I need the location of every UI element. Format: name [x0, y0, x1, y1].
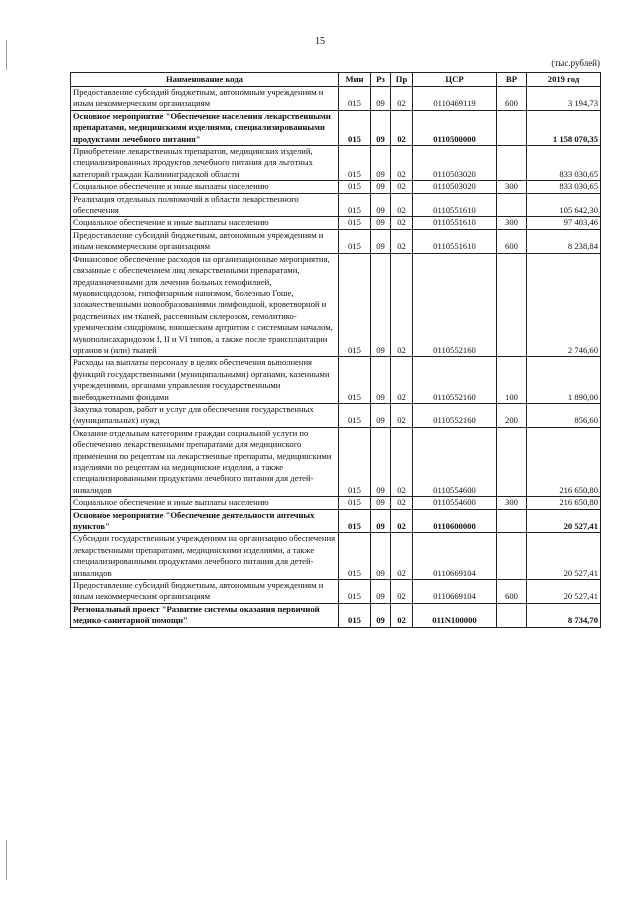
cell-rz: 09: [371, 603, 391, 627]
table-row: [71, 403, 601, 427]
cell-sum: 20 527,41: [527, 533, 601, 580]
cell-name: Предоставление субсидий бюджетным, автономным учреждениям и иным некоммерческим организациям: [71, 580, 339, 604]
cell-csr: 0110469119: [413, 87, 497, 111]
cell-sum: 2 746,60: [527, 253, 601, 357]
page-number: 15: [315, 36, 325, 47]
cell-csr: 011N100000: [413, 603, 497, 627]
cell-csr: 0110552160: [413, 357, 497, 404]
cell-rz: 09: [371, 193, 391, 217]
header-rz: Рз: [371, 73, 391, 87]
cell-pr: 02: [391, 146, 413, 181]
header-vr: ВР: [497, 73, 527, 87]
cell-name: Оказание отдельным категориям граждан социальной услуги по обеспечению лекарственными препаратами для медицинского применения по рецептам на лекарственные препараты, медицинскими изделиями по рецептам на медицинские изделия, а также специализированными продуктами лечебного питания для детей-инвалидов: [71, 427, 339, 496]
cell-pr: 02: [391, 403, 413, 427]
cell-sum: 833 030,65: [527, 146, 601, 181]
cell-name: Закупка товаров, работ и услуг для обеспечения государственных (муниципальных) нужд: [71, 403, 339, 427]
cell-pr: 02: [391, 603, 413, 627]
cell-pr: 02: [391, 427, 413, 496]
cell-name: Основное мероприятие "Обеспечение населения лекарственными препаратами, медицинскими изделиями, специализированными продуктами лечебного питания": [71, 110, 339, 145]
cell-sum: 20 527,41: [527, 580, 601, 604]
cell-csr: 0110503020: [413, 146, 497, 181]
cell-rz: 09: [371, 509, 391, 533]
cell-vr: 100: [497, 357, 527, 404]
cell-vr: 300: [497, 497, 527, 509]
cell-vr: [497, 603, 527, 627]
header-name: Наименование кода: [71, 73, 339, 87]
header-min: Мин: [339, 73, 371, 87]
table-row: [71, 229, 601, 253]
cell-rz: 09: [371, 110, 391, 145]
cell-sum: 20 527,41: [527, 509, 601, 533]
cell-rz: 09: [371, 181, 391, 193]
cell-sum: 1 158 070,35: [527, 110, 601, 145]
table-row: [71, 146, 601, 181]
cell-sum: 1 890,00: [527, 357, 601, 404]
cell-pr: 02: [391, 533, 413, 580]
cell-sum: 856,60: [527, 403, 601, 427]
cell-name: Реализация отдельных полномочий в области лекарственного обеспечения: [71, 193, 339, 217]
cell-rz: 09: [371, 533, 391, 580]
table-row: [71, 253, 601, 357]
header-csr: ЦСР: [413, 73, 497, 87]
cell-rz: 09: [371, 253, 391, 357]
cell-vr: [497, 146, 527, 181]
cell-sum: 216 650,80: [527, 497, 601, 509]
cell-min: 015: [339, 533, 371, 580]
cell-csr: 0110600000: [413, 509, 497, 533]
cell-min: 015: [339, 497, 371, 509]
cell-vr: [497, 533, 527, 580]
cell-csr: 0110551610: [413, 193, 497, 217]
table-row: [71, 580, 601, 604]
cell-min: 015: [339, 146, 371, 181]
cell-csr: 0110552160: [413, 403, 497, 427]
cell-name: Субсидии государственным учреждениям на организацию обеспечения лекарственными препаратами, медицинскими изделиями, а также специализированными продуктами лечебного питания для детей-инвалидов: [71, 533, 339, 580]
cell-pr: 02: [391, 509, 413, 533]
header-pr: Пр: [391, 73, 413, 87]
cell-vr: 300: [497, 181, 527, 193]
table-row: [71, 603, 601, 627]
cell-rz: 09: [371, 357, 391, 404]
cell-rz: 09: [371, 403, 391, 427]
cell-vr: 200: [497, 403, 527, 427]
cell-pr: 02: [391, 580, 413, 604]
table-row: [71, 217, 601, 229]
cell-sum: 833 030,65: [527, 181, 601, 193]
cell-name: Основное мероприятие "Обеспечение деятельности аптечных пунктов": [71, 509, 339, 533]
cell-rz: 09: [371, 217, 391, 229]
cell-min: 015: [339, 427, 371, 496]
table-row: [71, 357, 601, 404]
cell-pr: 02: [391, 87, 413, 111]
cell-rz: 09: [371, 146, 391, 181]
cell-name: Социальное обеспечение и иные выплаты населению: [71, 497, 339, 509]
units-label: (тыс.рублей): [551, 58, 600, 68]
cell-sum: 216 650,80: [527, 427, 601, 496]
cell-name: Социальное обеспечение и иные выплаты населению: [71, 181, 339, 193]
cell-csr: 0110554600: [413, 427, 497, 496]
cell-csr: 0110503020: [413, 181, 497, 193]
cell-csr: 0110551610: [413, 229, 497, 253]
cell-name: Социальное обеспечение и иные выплаты населению: [71, 217, 339, 229]
cell-min: 015: [339, 193, 371, 217]
cell-min: 015: [339, 217, 371, 229]
cell-pr: 02: [391, 193, 413, 217]
cell-min: 015: [339, 403, 371, 427]
cell-min: 015: [339, 580, 371, 604]
cell-name: Предоставление субсидий бюджетным, автономным учреждениям и иным некоммерческим организациям: [71, 229, 339, 253]
table-body: [71, 87, 601, 628]
cell-min: 015: [339, 509, 371, 533]
cell-pr: 02: [391, 217, 413, 229]
cell-pr: 02: [391, 497, 413, 509]
cell-vr: [497, 110, 527, 145]
cell-min: 015: [339, 603, 371, 627]
cell-min: 015: [339, 181, 371, 193]
table-header-row: [71, 73, 601, 87]
cell-vr: 300: [497, 217, 527, 229]
budget-table: [70, 72, 601, 628]
cell-vr: 600: [497, 229, 527, 253]
cell-min: 015: [339, 229, 371, 253]
cell-csr: 0110669104: [413, 580, 497, 604]
table-row: [71, 497, 601, 509]
cell-rz: 09: [371, 229, 391, 253]
cell-min: 015: [339, 253, 371, 357]
cell-pr: 02: [391, 229, 413, 253]
cell-name: Приобретение лекарственных препаратов, медицинских изделий, специализированных продуктов лечебного питания для льготных категорий граждан Калининградской области: [71, 146, 339, 181]
cell-name: Предоставление субсидий бюджетным, автономным учреждениям и иным некоммерческим организациям: [71, 87, 339, 111]
cell-vr: 600: [497, 580, 527, 604]
table-row: [71, 87, 601, 111]
table-row: [71, 509, 601, 533]
cell-vr: [497, 193, 527, 217]
table-row: [71, 533, 601, 580]
cell-sum: 3 194,73: [527, 87, 601, 111]
cell-vr: 600: [497, 87, 527, 111]
cell-vr: [497, 253, 527, 357]
cell-min: 015: [339, 87, 371, 111]
cell-rz: 09: [371, 497, 391, 509]
cell-csr: 0110552160: [413, 253, 497, 357]
cell-vr: [497, 427, 527, 496]
cell-min: 015: [339, 357, 371, 404]
margin-mark-bottom: [6, 840, 7, 880]
cell-pr: 02: [391, 181, 413, 193]
cell-rz: 09: [371, 427, 391, 496]
table-row: [71, 193, 601, 217]
cell-sum: 105 642,30: [527, 193, 601, 217]
cell-rz: 09: [371, 580, 391, 604]
cell-csr: 0110500000: [413, 110, 497, 145]
cell-pr: 02: [391, 357, 413, 404]
table-row: [71, 110, 601, 145]
table-row: [71, 427, 601, 496]
cell-csr: 0110554600: [413, 497, 497, 509]
cell-name: Региональный проект "Развитие системы оказания первичной медико-санитарной помощи": [71, 603, 339, 627]
cell-pr: 02: [391, 110, 413, 145]
cell-pr: 02: [391, 253, 413, 357]
table-row: [71, 181, 601, 193]
cell-csr: 0110669104: [413, 533, 497, 580]
cell-name: Финансовое обеспечение расходов на организационные мероприятия, связанные с обеспечением лиц лекарственными препаратами, предназначенными для лечения больных гемофилией, муковисцидозом, гипофизарным нанизмом, болезнью Гоше, злокачественными новообразованиями лимфоидной, кроветворной и родственных им тканей, рассеянным склерозом, гемолитико-уремическим синдромом, юношеским артритом с системным началом, мукополисахаридозом I, II и VI типов, а также после трансплантации органов и (или) тканей: [71, 253, 339, 357]
cell-rz: 09: [371, 87, 391, 111]
cell-csr: 0110551610: [413, 217, 497, 229]
cell-sum: 97 403,46: [527, 217, 601, 229]
cell-sum: 8 734,70: [527, 603, 601, 627]
cell-name: Расходы на выплаты персоналу в целях обеспечения выполнения функций государственными (муниципальными) органами, казенными учреждениями, органами управления государственными внебюджетными фондами: [71, 357, 339, 404]
cell-sum: 8 238,84: [527, 229, 601, 253]
cell-min: 015: [339, 110, 371, 145]
header-sum: 2019 год: [527, 73, 601, 87]
cell-vr: [497, 509, 527, 533]
